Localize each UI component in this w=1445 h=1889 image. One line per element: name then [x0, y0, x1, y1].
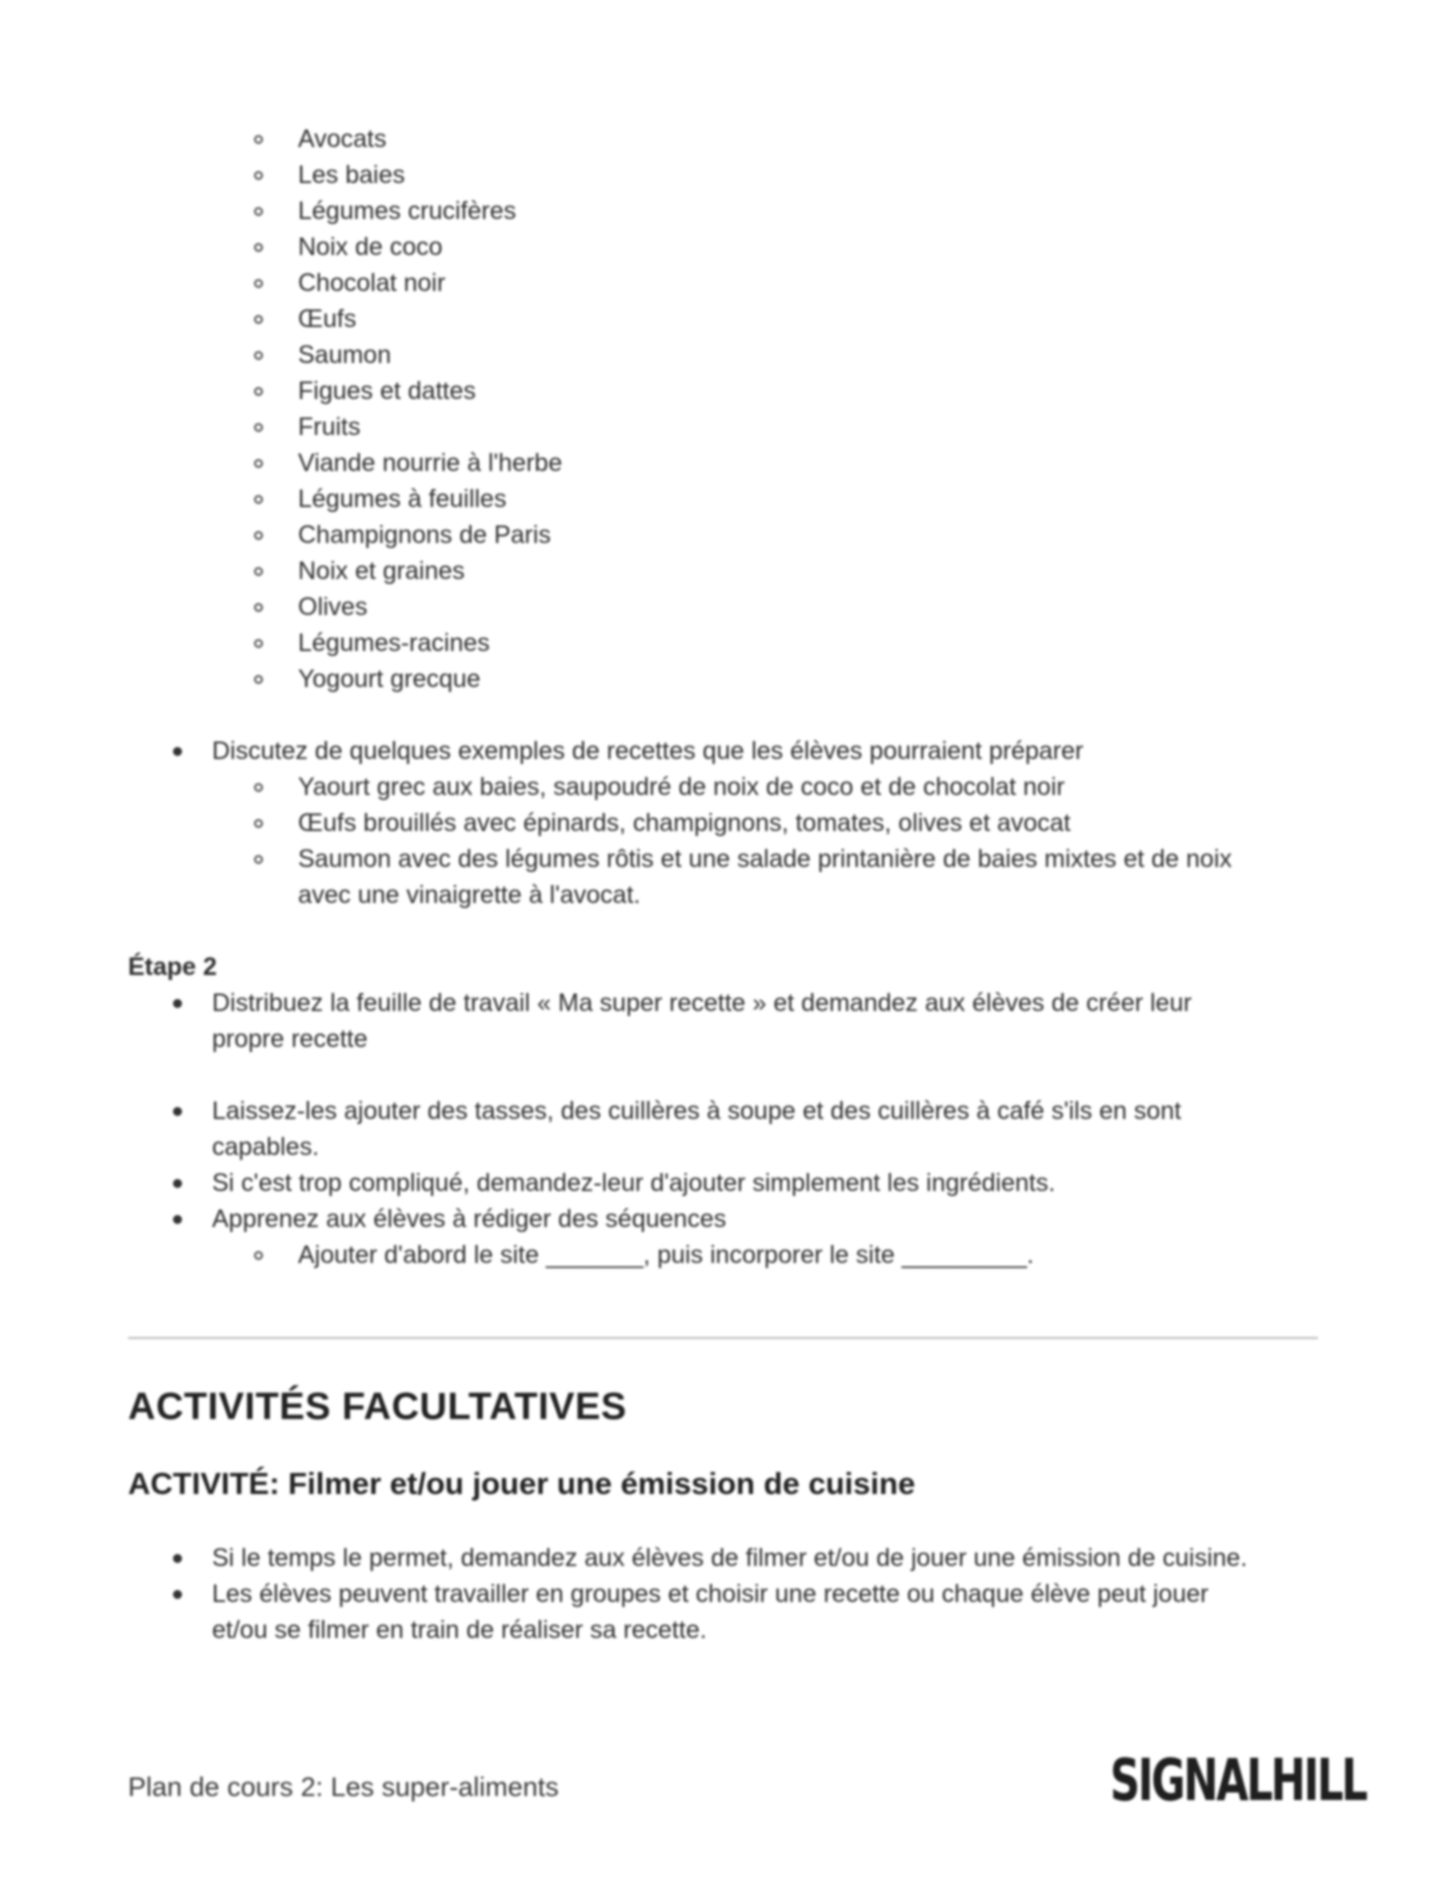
list-item: Saumon [298, 341, 392, 369]
list-bullet [254, 279, 263, 288]
list-bullet [254, 603, 263, 612]
list-bullet [254, 315, 263, 324]
list-item: Laissez-les ajouter des tasses, des cuillères à soupe et des cuillères à café s'ils en sont [212, 1097, 1182, 1125]
list-item: Les élèves peuvent travailler en groupes et choisir une recette ou chaque élève peut jouer [212, 1580, 1209, 1608]
list-bullet [254, 171, 263, 180]
list-item-continuation: et/ou se filmer en train de réaliser sa recette. [212, 1616, 707, 1644]
list-bullet [254, 387, 263, 396]
list-bullet [173, 1215, 182, 1224]
recipes-intro: Discutez de quelques exemples de recettes que les élèves pourraient préparer [212, 737, 1084, 765]
list-bullet [254, 495, 263, 504]
list-item: Distribuez la feuille de travail « Ma super recette » et demandez aux élèves de créer leur [212, 989, 1192, 1017]
list-bullet [254, 819, 263, 828]
section-heading: ACTIVITÉS FACULTATIVES [128, 1386, 627, 1428]
list-bullet [173, 1554, 182, 1563]
list-bullet [173, 1179, 182, 1188]
list-item: Figues et dattes [298, 377, 476, 405]
list-item: Légumes crucifères [298, 197, 517, 225]
list-item: Chocolat noir [298, 269, 446, 297]
list-item-continuation: avec une vinaigrette à l'avocat. [298, 881, 641, 909]
list-item-continuation: capables. [212, 1133, 320, 1161]
list-item: Avocats [298, 125, 387, 153]
list-bullet [254, 1251, 263, 1260]
signalhill-logo: SIGNALHILL [1110, 1746, 1366, 1814]
list-item: Noix et graines [298, 557, 465, 585]
list-item: Saumon avec des légumes rôtis et une salade printanière de baies mixtes et de noix [298, 845, 1232, 873]
list-bullet [173, 1590, 182, 1599]
section-divider [128, 1337, 1318, 1339]
list-item: Noix de coco [298, 233, 443, 261]
activity-title: ACTIVITÉ: Filmer et/ou jouer une émission de cuisine [128, 1466, 916, 1501]
list-bullet [173, 747, 182, 756]
list-item: Fruits [298, 413, 361, 441]
list-bullet [254, 243, 263, 252]
step-title: Étape 2 [128, 953, 217, 981]
list-bullet [254, 567, 263, 576]
list-bullet [254, 207, 263, 216]
list-item: Si c'est trop compliqué, demandez-leur d'ajouter simplement les ingrédients. [212, 1169, 1056, 1197]
list-item: Légumes à feuilles [298, 485, 507, 513]
list-bullet [173, 999, 182, 1008]
list-item: Légumes-racines [298, 629, 490, 657]
list-bullet [254, 531, 263, 540]
list-item: Champignons de Paris [298, 521, 551, 549]
list-bullet [254, 639, 263, 648]
list-item: Viande nourrie à l'herbe [298, 449, 563, 477]
list-bullet [254, 855, 263, 864]
list-item: Yaourt grec aux baies, saupoudré de noix de coco et de chocolat noir [298, 773, 1065, 801]
list-item: Olives [298, 593, 368, 621]
list-bullet [254, 459, 263, 468]
list-bullet [254, 423, 263, 432]
list-item: Œufs [298, 305, 357, 333]
list-item-continuation: propre recette [212, 1025, 368, 1053]
list-item: Œufs brouillés avec épinards, champignons, tomates, olives et avocat [298, 809, 1071, 837]
list-item: Les baies [298, 161, 406, 189]
list-item: Yogourt grecque [298, 665, 481, 693]
list-bullet [254, 783, 263, 792]
list-item: Apprenez aux élèves à rédiger des séquences [212, 1205, 727, 1233]
list-bullet [254, 351, 263, 360]
list-bullet [254, 675, 263, 684]
list-item: Ajouter d'abord le site _______, puis incorporer le site _________. [298, 1241, 1034, 1269]
list-bullet [254, 135, 263, 144]
list-bullet [173, 1107, 182, 1116]
list-item: Si le temps le permet, demandez aux élèves de filmer et/ou de jouer une émission de cuisine. [212, 1544, 1248, 1572]
footer-lesson-title: Plan de cours 2: Les super-aliments [128, 1772, 559, 1802]
